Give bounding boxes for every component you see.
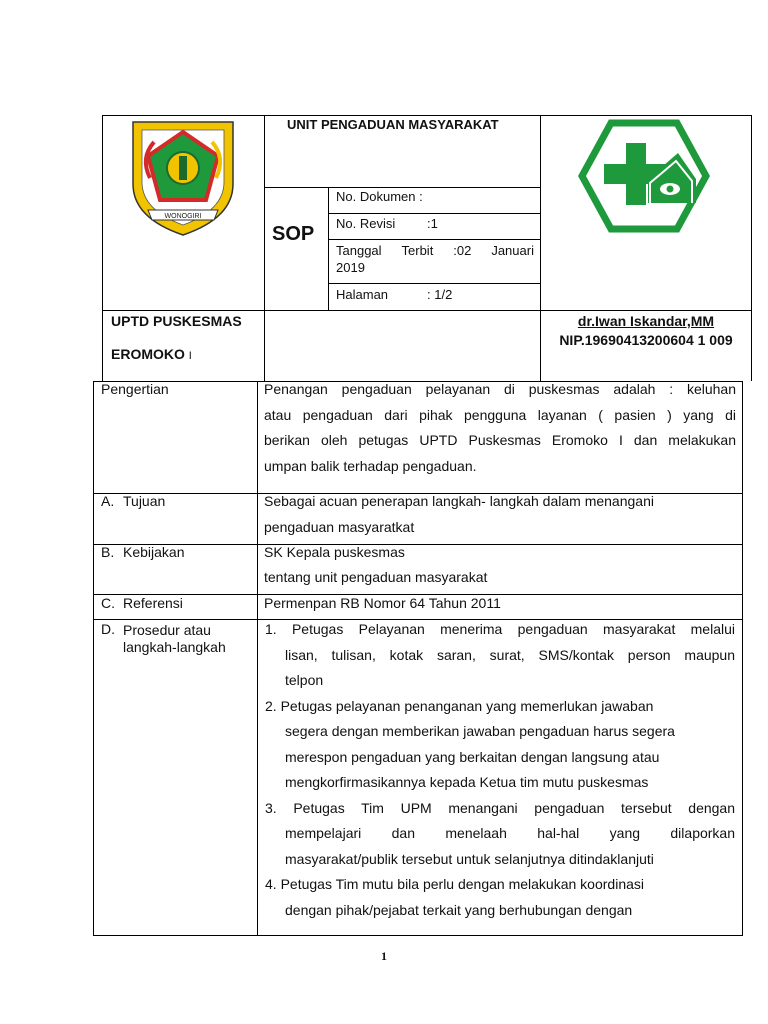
terbit-word: Terbit xyxy=(401,243,434,258)
pengertian-label: Pengertian xyxy=(101,381,169,397)
kebijakan-marker: B. xyxy=(101,544,115,560)
pengertian-line-4: umpan balik terhadap pengaduan. xyxy=(264,457,477,474)
unit-title: UNIT PENGADUAN MASYARAKAT xyxy=(287,117,499,132)
no-dokumen-label: No. Dokumen : xyxy=(336,189,423,204)
signer-nip: NIP.19690413200604 1 009 xyxy=(559,332,733,348)
pengertian-line-2: atau pengaduan dari pihak pengguna layanan ( pasien ) yang di xyxy=(264,406,736,423)
kebijakan-line-1: SK Kepala puskesmas xyxy=(264,544,405,560)
kebijakan-label: Kebijakan xyxy=(123,544,185,560)
tujuan-marker: A. xyxy=(101,493,115,509)
prosedur-line-9: mempelajari dan menelaah hal-hal yang dilaporkan xyxy=(285,825,735,841)
referensi-marker: C. xyxy=(101,595,115,611)
prosedur-line-12: dengan pihak/pejabat terkait yang berhubungan dengan xyxy=(285,901,633,918)
tujuan-line-1: Sebagai acuan penerapan langkah- langkah dalam menangani xyxy=(264,493,654,509)
prosedur-line-6: merespon pengaduan yang berkaitan dengan langsung atau xyxy=(285,748,660,765)
pengertian-line-1: Penangan pengaduan pelayanan di puskesmas adalah : keluhan xyxy=(264,381,736,397)
halaman-label: Halaman xyxy=(336,287,389,302)
prosedur-label-1: Prosedur atau xyxy=(123,622,211,638)
halaman-value: : 1/2 xyxy=(427,287,453,302)
signer-name: dr.Iwan Iskandar,MM xyxy=(577,313,715,329)
prosedur-line-5: segera dengan memberikan jawaban pengaduan harus segera xyxy=(285,723,675,739)
prosedur-line-3: telpon xyxy=(285,672,324,688)
tujuan-line-2: pengaduan masyaratkat xyxy=(264,518,415,535)
wonogiri-crest-logo xyxy=(128,118,238,238)
org-name-line1: UPTD PUSKESMAS xyxy=(111,313,242,329)
tanggal-word: Tanggal xyxy=(336,243,382,258)
referensi-label: Referensi xyxy=(123,595,183,611)
prosedur-line-11: 4. Petugas Tim mutu bila perlu dengan melakukan koordinasi xyxy=(265,876,644,892)
prosedur-line-7: mengkorfirmasikannya kepada Ketua tim mutu puskesmas xyxy=(285,774,649,790)
prosedur-label-2: langkah-langkah xyxy=(123,639,226,655)
tujuan-label: Tujuan xyxy=(123,493,166,509)
referensi-line-1: Permenpan RB Nomor 64 Tahun 2011 xyxy=(264,595,501,611)
org-name-suffix: I xyxy=(188,350,192,362)
pengertian-line-3: berikan oleh petugas UPTD Puskesmas Eromoko I dan melakukan xyxy=(264,432,736,448)
no-revisi-value: :1 xyxy=(427,216,438,231)
org-name-line2 xyxy=(111,346,192,365)
wonogiri-logo-text: WONOGIRI xyxy=(164,213,202,220)
puskesmas-logo xyxy=(578,119,710,233)
prosedur-line-1: 1. Petugas Pelayanan menerima pengaduan masyarakat melalui xyxy=(265,621,735,637)
prosedur-marker: D. xyxy=(101,621,115,637)
page-number: 1 xyxy=(381,949,387,963)
sop-label: SOP xyxy=(272,223,315,245)
prosedur-line-8: 3. Petugas Tim UPM menangani pengaduan tersebut dengan xyxy=(265,799,735,816)
prosedur-line-4: 2. Petugas pelayanan penanganan yang memerlukan jawaban xyxy=(265,697,654,714)
no-revisi-label: No. Revisi xyxy=(336,216,396,231)
tanggal-terbit-line xyxy=(336,242,534,259)
kebijakan-line-2: tentang unit pengaduan masyarakat xyxy=(264,569,488,585)
prosedur-line-2: lisan, tulisan, kotak saran, surat, SMS/kontak person maupun xyxy=(285,646,735,663)
prosedur-line-10: masyarakat/publik tersebut untuk selanjutnya ditindaklanjuti xyxy=(285,850,654,867)
tanggal-year: 2019 xyxy=(336,260,365,275)
org-name-eromoko: EROMOKO xyxy=(111,346,185,362)
tanggal-day: :02 xyxy=(453,243,472,258)
tanggal-month: Januari xyxy=(491,243,534,258)
